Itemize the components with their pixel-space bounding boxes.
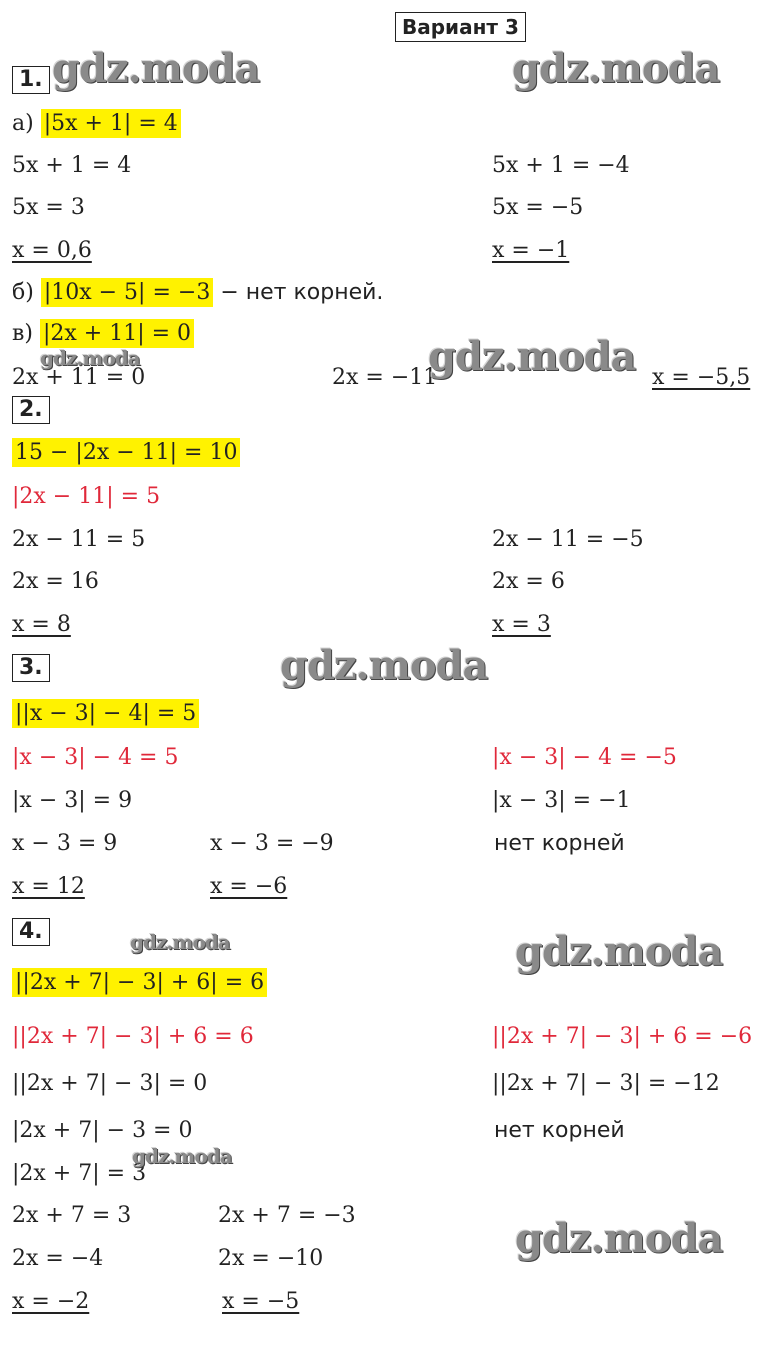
task2-equation-line <box>12 439 240 467</box>
watermark: gdz.moda <box>515 1215 723 1262</box>
step: 5x + 1 = −4 <box>492 153 630 178</box>
answer: x = −5 <box>222 1289 300 1314</box>
step: 2x + 11 = 0 <box>12 365 146 390</box>
task1-b-line <box>12 279 383 307</box>
step-red: ||2x + 7| − 3| + 6 = −6 <box>492 1024 753 1049</box>
task4-equation-line <box>12 969 267 997</box>
step: 2x = 6 <box>492 569 565 594</box>
step: |2x + 7| − 3 = 0 <box>12 1118 193 1143</box>
task1-c-line <box>12 320 194 348</box>
equation: ||x − 3| − 4| = 5 <box>12 699 199 728</box>
step: 2x − 11 = −5 <box>492 527 644 552</box>
step: x − 3 = 9 <box>12 831 118 856</box>
note: − нет корней. <box>220 280 384 305</box>
answer: x = 0,6 <box>12 238 92 263</box>
step: x − 3 = −9 <box>210 831 334 856</box>
answer: x = −2 <box>12 1289 90 1314</box>
answer: x = −5,5 <box>652 365 751 390</box>
equation: 15 − |2x − 11| = 10 <box>12 438 240 467</box>
step: 2x = −11 <box>332 365 438 390</box>
watermark: gdz.moda <box>40 346 140 370</box>
watermark: gdz.moda <box>52 45 260 92</box>
answer: x = 8 <box>12 612 71 637</box>
task-number: 4. <box>12 918 50 946</box>
watermark: gdz.moda <box>428 333 636 380</box>
label: а) <box>12 111 34 136</box>
step: |x − 3| = −1 <box>492 788 631 813</box>
step-red: |x − 3| − 4 = 5 <box>12 745 179 770</box>
step: 2x − 11 = 5 <box>12 527 146 552</box>
no-roots: нет корней <box>494 1118 625 1143</box>
variant-title: Вариант 3 <box>395 12 526 42</box>
step: |2x + 7| = 3 <box>12 1161 147 1186</box>
answer: x = −1 <box>492 238 570 263</box>
task3-equation-line <box>12 700 199 728</box>
task-number: 3. <box>12 654 50 682</box>
step: 2x = −10 <box>218 1246 324 1271</box>
answer: x = −6 <box>210 874 288 899</box>
step-red: |2x − 11| = 5 <box>12 484 161 509</box>
label: в) <box>12 321 33 346</box>
step: ||2x + 7| − 3| = 0 <box>12 1071 208 1096</box>
step: 2x + 7 = 3 <box>12 1203 132 1228</box>
equation: |10x − 5| = −3 <box>41 278 214 307</box>
answer: x = 12 <box>12 874 85 899</box>
equation: |5x + 1| = 4 <box>41 109 181 138</box>
task1-a-line <box>12 110 181 138</box>
watermark: gdz.moda <box>132 1144 232 1168</box>
step: 2x = −4 <box>12 1246 104 1271</box>
step-red: |x − 3| − 4 = −5 <box>492 745 677 770</box>
step: ||2x + 7| − 3| = −12 <box>492 1071 720 1096</box>
watermark: gdz.moda <box>515 928 723 975</box>
step-red: ||2x + 7| − 3| + 6 = 6 <box>12 1024 254 1049</box>
equation: |2x + 11| = 0 <box>40 319 194 348</box>
watermark: gdz.moda <box>280 642 488 689</box>
label: б) <box>12 280 34 305</box>
no-roots: нет корней <box>494 831 625 856</box>
answer: x = 3 <box>492 612 551 637</box>
watermark: gdz.moda <box>130 930 230 954</box>
step: |x − 3| = 9 <box>12 788 133 813</box>
watermark: gdz.moda <box>512 45 720 92</box>
step: 5x = 3 <box>12 195 85 220</box>
equation: ||2x + 7| − 3| + 6| = 6 <box>12 968 267 997</box>
step: 2x = 16 <box>12 569 99 594</box>
step: 2x + 7 = −3 <box>218 1203 356 1228</box>
step: 5x + 1 = 4 <box>12 153 132 178</box>
step: 5x = −5 <box>492 195 584 220</box>
task-number: 1. <box>12 66 50 94</box>
task-number: 2. <box>12 396 50 424</box>
